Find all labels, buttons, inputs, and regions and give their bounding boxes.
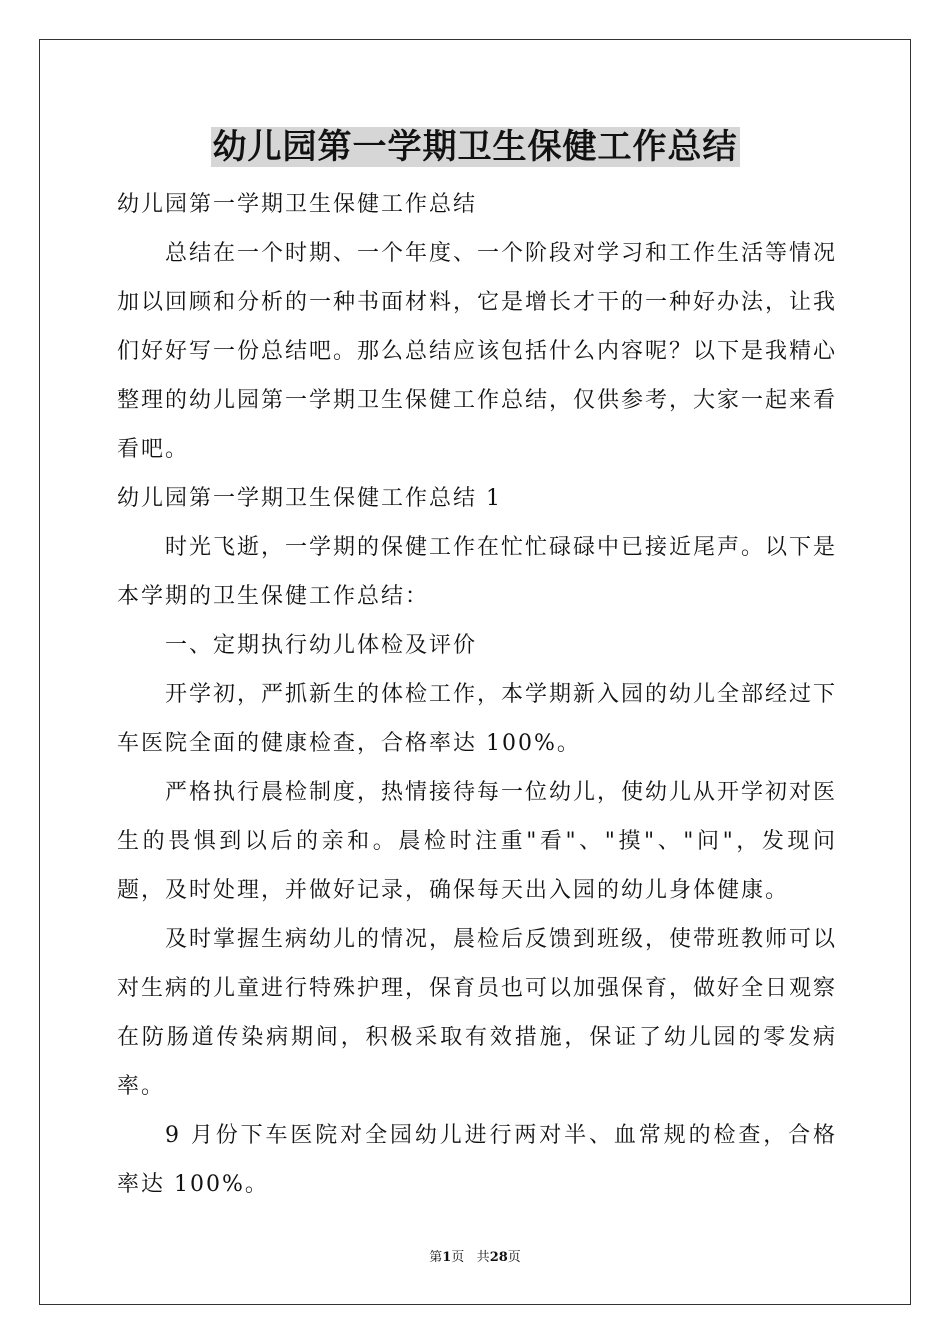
paragraph-4: 时光飞逝，一学期的保健工作在忙忙碌碌中已接近尾声。以下是本学期的卫生保健工作总结：: [117, 535, 838, 609]
paragraph-3: 幼儿园第一学期卫生保健工作总结 1: [117, 486, 502, 511]
section-heading-1: 一、定期执行幼儿体检及评价: [165, 633, 478, 658]
total-unit: 页: [507, 1250, 521, 1265]
document-title: [0, 124, 950, 170]
page-prefix: 第: [429, 1250, 443, 1265]
paragraph-2: 总结在一个时期、一个年度、一个阶段对学习和工作生活等情况加以回顾和分析的一种书面材料，它是增长才干的一种好办法，让我们好好写一份总结吧。那么总结应该包括什么内容呢？以下是我精心整理的幼儿园第一学期卫生保健工作总结，仅供参考，大家一起来看看吧。: [117, 241, 838, 462]
paragraph-5: 开学初，严抓新生的体检工作，本学期新入园的幼儿全部经过下车医院全面的健康检查，合格率达 100%。: [117, 682, 838, 756]
paragraph-6: 严格执行晨检制度，热情接待每一位幼儿，使幼儿从开学初对医生的畏惧到以后的亲和。晨检时注重"看"、"摸"、"问"，发现问题，及时处理，并做好记录，确保每天出入园的幼儿身体健康。: [117, 780, 838, 903]
document-title-text: 幼儿园第一学期卫生保健工作总结: [212, 127, 738, 167]
page-footer: [0, 1246, 950, 1265]
document-body: [117, 180, 837, 1209]
paragraph-7: 及时掌握生病幼儿的情况，晨检后反馈到班级，使带班教师可以对生病的儿童进行特殊护理，保育员也可以加强保育，做好全日观察在防肠道传染病期间，积极采取有效措施，保证了幼儿园的零发病率。: [117, 927, 838, 1099]
total-prefix: 共: [476, 1250, 490, 1265]
paragraph-8: 9 月份下车医院对全园幼儿进行两对半、血常规的检查，合格率达 100%。: [117, 1123, 837, 1197]
page-number: 1: [442, 1250, 452, 1265]
page-unit: 页: [451, 1250, 465, 1265]
paragraph-1: 幼儿园第一学期卫生保健工作总结: [117, 192, 478, 217]
total-pages: 28: [489, 1250, 508, 1265]
